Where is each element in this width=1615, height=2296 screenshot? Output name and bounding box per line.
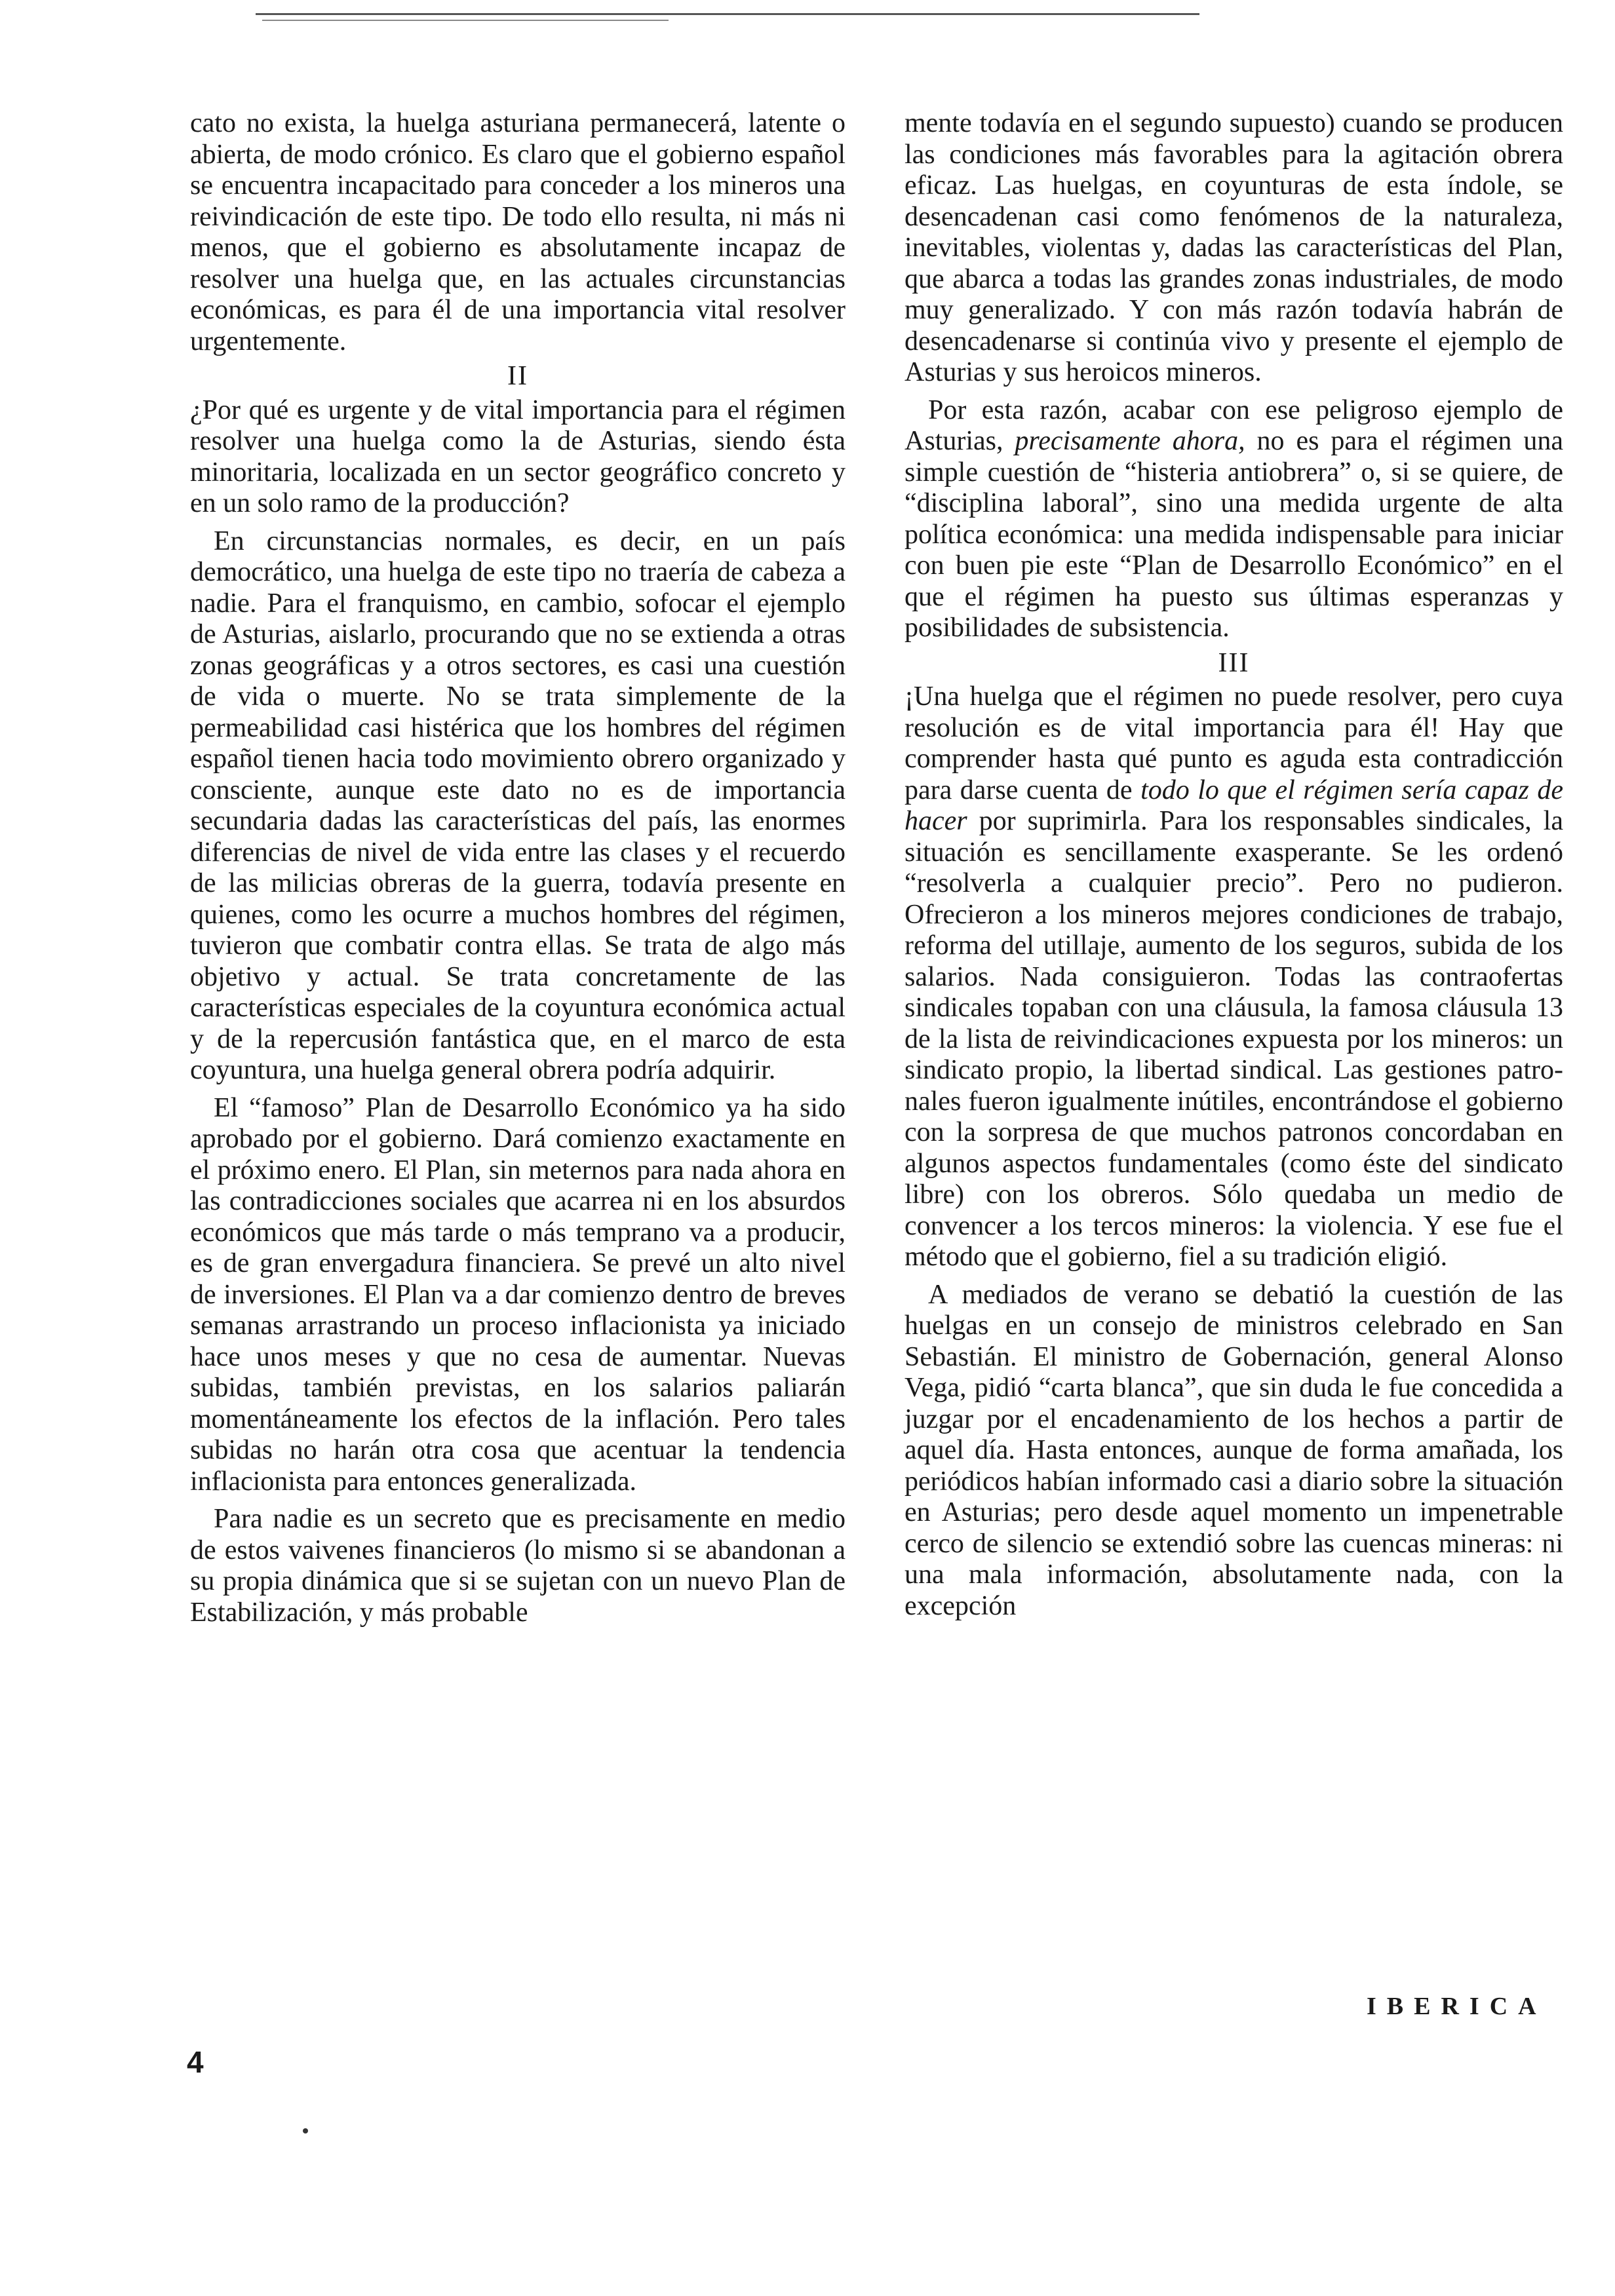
scan-speck bbox=[303, 2128, 308, 2133]
left-paragraph-4: El “famoso” Plan de Desarrollo Económico ya ha sido aprobado por el gobierno. Dará comienzo exactamente en el próximo enero. El Plan, sin meternos para nada ahora en las contradicciones sociales que acarrea ni en los absurdos económicos que más tarde o más temprano va a producir, es de gran envergadura financiera. Se prevé un alto nivel de inversiones. El Plan va a dar comienzo dentro de breves semanas arrastrando un proceso inflacionista ya iniciado hace unos meses y que no cesa de aumentar. Nuevas subidas, también previstas, en los salarios paliarán momentáneamente los efectos de la inflación. Pero tales subidas no harán otra cosa que acentuar la tendencia inflacionista para entonces generalizada. bbox=[190, 1092, 846, 1497]
right-paragraph-4: A mediados de verano se debatió la cuestión de las huelgas en un consejo de ministros celebrado en San Sebastián. El ministro de Gobernación, general Alonso Vega, pidió “carta blanca”, que sin duda le fue concedida a juzgar por el encadenamiento de los hechos a partir de aquel día. Hasta entonces, aunque de forma amañada, los periódicos habían informado casi a diario sobre la situación en Asturias; pero desde aquel momento un impenetrable cerco de silencio se extendió sobre las cuencas mineras: ni una mala información, absolutamente nada, con la excepción bbox=[905, 1279, 1563, 1621]
right-paragraph-2-emphasis: precisamente ahora, bbox=[1015, 426, 1245, 456]
left-column bbox=[190, 108, 846, 1628]
right-paragraph-3-emphasis: todo lo que el régimen sería capaz de hacer bbox=[905, 775, 1563, 836]
right-column bbox=[905, 108, 1563, 1622]
right-paragraph-2-end: no es para el régimen una simple cuestión de “histeria antiobrera” o, si se quiere, de “disciplina laboral”, sino una medida urgente de alta política económica: una medida indispensable para iniciar con buen pie este “Plan de Desarrollo Económico” en el que el régimen ha puesto sus últimas esperanzas y posibilidades de subsistencia. bbox=[905, 426, 1563, 643]
section-heading-2: II bbox=[507, 361, 528, 391]
top-rule bbox=[256, 13, 1199, 15]
right-paragraph-2 bbox=[905, 395, 1563, 644]
left-paragraph-3: En circunstancias normales, es decir, en un país democrático, una huelga de este tipo no traería de cabeza a nadie. Para el franquismo, en cambio, sofocar el ejemplo de Asturias, aislarlo, procurando que no se extienda a otras zonas geográficas y a otros sectores, es casi una cuestión de vida o muerte. No se trata simplemente de la permeabilidad casi histérica que los hombres del régimen español tienen hacia todo movimiento obrero organizado y consciente, aunque este dato no es de importancia secundaria dadas las características del país, las enormes diferencias de nivel de vida entre las clases y el recuerdo de las milicias obreras de la guerra, todavía presente en quienes, como les ocurre a muchos hombres del régimen, tuvieron que combatir contra ellas. Se trata de algo más objetivo y actual. Se trata concretamente de las características especiales de la coyuntura económica actual y de la repercusión fantástica que, en el marco de esta coyuntura, una huelga general obrera podría adquirir. bbox=[190, 526, 846, 1085]
right-paragraph-3-end: por suprimirla. Para los responsables sindicales, la situación es sencillamente exasperante. Se les ordenó “resolverla a cualquier precio”. Pero no pudieron. Ofrecieron a los mineros mejores condiciones de trabajo, reforma del utillaje, aumento de los seguros, subida de los salarios. Nada consiguieron. Todas las contraofertas sindicales topaban con una cláusula, la famosa cláusula 13 de la lista de reivindicaciones expuesta por los mineros: un sindicato propio, la libertad sindical. Las gestiones patronales fueron igualmente inútiles, encontrándose el gobierno con la sorpresa de que muchos patronos concordaban en algunos aspectos fundamentales (como éste del sindicato libre) con los obreros. Sólo quedaba un medio de convencer a los tercos mineros: la violencia. Y ese fue el método que el gobierno, fiel a su tradición eligió. bbox=[905, 806, 1563, 1272]
left-paragraph-5: Para nadie es un secreto que es precisamente en medio de estos vaivenes financieros (lo mismo si se abandonan a su propia dinámica que si se sujetan con un nuevo Plan de Estabilización, y más probable bbox=[190, 1504, 846, 1628]
right-paragraph-1: mente todavía en el segundo supuesto) cuando se producen las condiciones más favorables para la agitación obrera eficaz. Las huelgas, en coyunturas de esta índole, se desencadenan casi como fenómenos de la naturaleza, inevitables, violentas y, dadas las características del Plan, que abarca a todas las grandes zonas industriales, de modo muy generalizado. Y con más razón todavía habrán de desencadenarse si continúa vivo y presente el ejemplo de Asturias y sus heroicos mineros. bbox=[905, 108, 1563, 387]
right-paragraph-2-start: Por esta razón, acabar con ese peligroso ejemplo de Asturias, bbox=[905, 394, 1563, 456]
top-rule-secondary bbox=[262, 20, 669, 21]
right-paragraph-3 bbox=[905, 681, 1563, 1273]
left-paragraph-1: cato no exista, la huelga asturiana permanecerá, latente o abierta, de modo crónico. Es claro que el gobierno español se encuentra incapacitado para conceder a los mineros una reivindicación de este tipo. De todo ello resulta, ni más ni menos, que el gobierno es absolutamente incapaz de resolver una huelga que, en las actuales circunstancias económicas, es para él de una importancia vital resolver urgentemente. bbox=[190, 108, 846, 356]
section-heading-3: III bbox=[1218, 647, 1250, 678]
right-paragraph-3-start: ¡Una huelga que el régimen no puede resolver, pero cuya resolución es de vital importancia para él! Hay que comprender hasta qué punto es aguda esta contradicción para darse cuenta de bbox=[905, 681, 1563, 805]
left-paragraph-2: ¿Por qué es urgente y de vital importancia para el régimen resolver una huelga como la de Asturias, siendo ésta minoritaria, localizada en un sector geográfico concreto y en un solo ramo de la producción? bbox=[190, 394, 846, 518]
page-number: 4 bbox=[187, 2045, 204, 2079]
magazine-name: IBERICA bbox=[1367, 1993, 1547, 2020]
